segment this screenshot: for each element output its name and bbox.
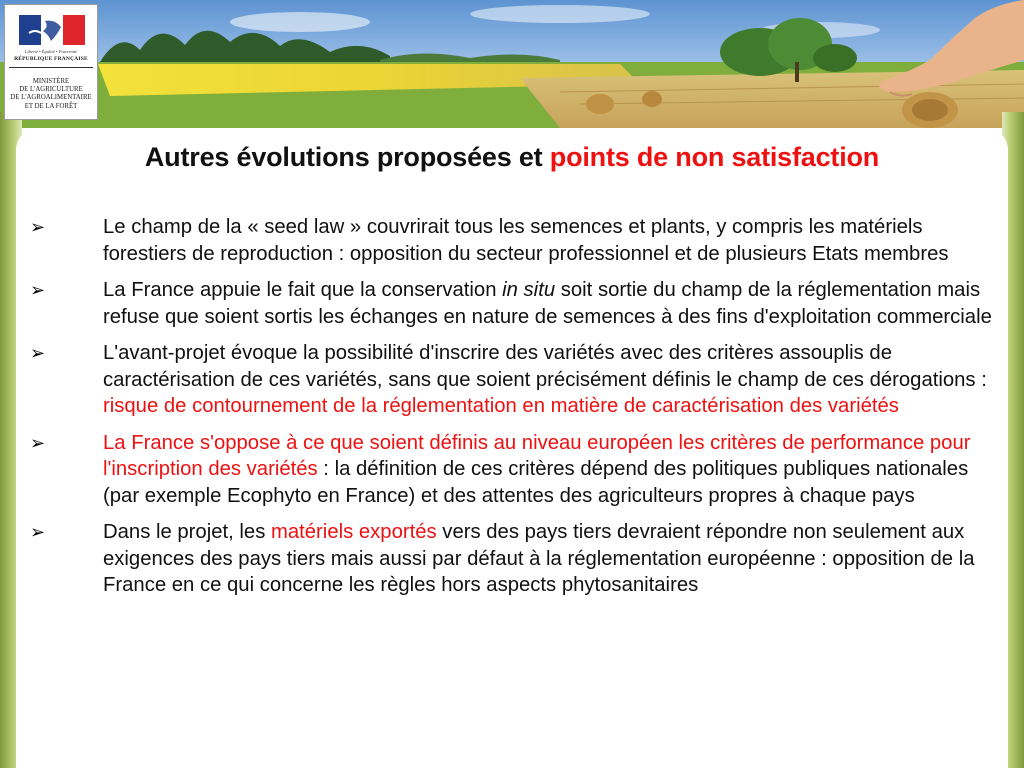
bullet-text: Le champ de la « seed law » couvrirait tous les semences et plants, y compris les matériels forestiers de reproduction : opposition du secteur professionnel et de plusieurs Etats membres	[103, 216, 949, 265]
marianne-flag-icon	[15, 11, 89, 49]
ministry-line: DE L'AGRICULTURE	[19, 86, 83, 94]
bullet-text: L'avant-projet évoque la possibilité d'inscrire des variétés avec des critères assouplis de caractérisation de ces variétés, sans que soient précisément définis le champ de ces dérogations :	[103, 342, 987, 391]
bullet-text: : la définition de ces critères dépend des politiques publiques nationales (par exemple Ecophyto en France) et des attentes des agriculteurs propres à chaque pays	[103, 458, 969, 507]
arrow-bullet-icon: ➢	[30, 522, 46, 542]
republic-motto: Liberté • Égalité • Fraternité	[24, 49, 78, 54]
bullet-text-italic: in situ	[502, 279, 556, 301]
arrow-bullet-icon: ➢	[30, 280, 46, 300]
header-banner	[0, 0, 1024, 128]
ministry-line: ET DE LA FORÊT	[24, 102, 78, 110]
arrow-bullet-icon: ➢	[30, 217, 46, 237]
bullet-list	[30, 214, 1006, 609]
bullet-text: La France appuie le fait que la conservation	[103, 279, 503, 301]
ministry-line: DE L'AGROALIMENTAIRE	[10, 94, 92, 102]
bullet-text-red: matériels exportés	[270, 521, 437, 543]
ministry-name	[7, 78, 95, 111]
bullet-text: soit sortie du champ de la réglementation mais refuse que soient sortis les échanges en nature de semences à des fins d'exploitation commerciale	[103, 279, 992, 328]
bullet-item	[30, 214, 1006, 267]
landscape-illustration	[0, 0, 1024, 128]
bullet-item	[30, 340, 1006, 420]
title-black-part: Autres évolutions proposées et	[144, 142, 550, 172]
arrow-bullet-icon: ➢	[30, 432, 46, 453]
bullet-item	[30, 430, 1006, 510]
arrow-bullet-icon: ➢	[30, 343, 46, 363]
bullet-item	[30, 519, 1006, 599]
slide-title	[30, 142, 994, 173]
bullet-text-red: La France s'oppose à ce que soient définis au niveau européen les critères de performance pour l'inscription des variétés	[103, 431, 971, 480]
ministry-logo	[4, 4, 98, 120]
title-red-part: points de non satisfaction	[549, 142, 880, 172]
republic-name: RÉPUBLIQUE FRANÇAISE	[14, 56, 88, 62]
bullet-text-red: risque de contournement de la réglementation en matière de caractérisation des variétés	[103, 395, 899, 417]
bullet-text: Dans le projet, les	[103, 521, 271, 543]
logo-divider	[9, 67, 93, 68]
bullet-item	[30, 277, 1006, 330]
ministry-line: MINISTÈRE	[32, 78, 70, 85]
bullet-text: vers des pays tiers devraient répondre non seulement aux exigences des pays tiers mais aussi par défaut à la réglementation européenne : opposition de la France en ce qui concerne les règles hors aspects phytosanitaires	[103, 521, 975, 596]
